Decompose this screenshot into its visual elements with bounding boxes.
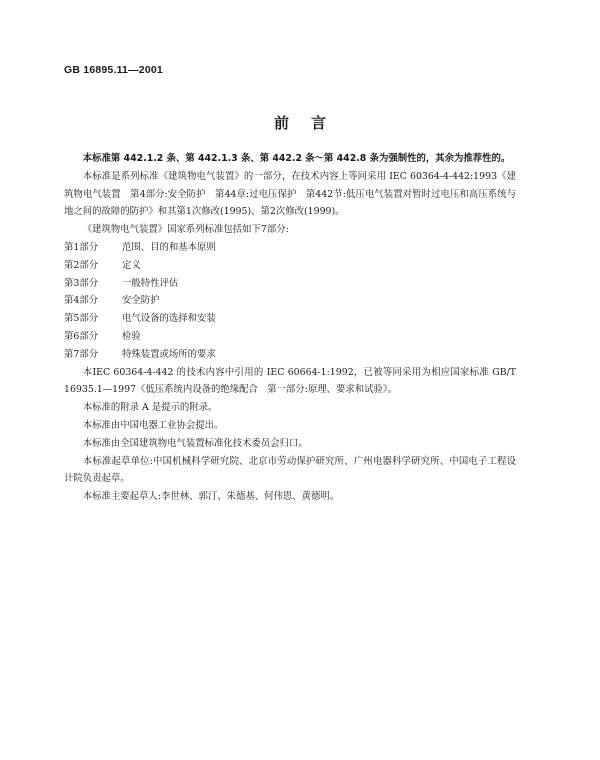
paragraph-proposer: 本标准由中国电器工业协会提出。	[82, 419, 224, 431]
part-name: 电气设备的选择和安装	[122, 313, 216, 325]
part-number: 第4部分	[64, 295, 99, 307]
part-name: 特殊装置或场所的要求	[122, 348, 216, 360]
paragraph-drafting-units: 本标准起草单位:中国机械科学研究院、北京市劳动保护研究所、广州电器科学研究所、中国电子工程设计院负责起草。	[64, 455, 516, 485]
part-number: 第3部分	[64, 277, 99, 289]
list-item	[64, 257, 516, 275]
list-item	[64, 239, 516, 257]
parts-list	[64, 239, 516, 364]
paragraph-annex: 本标准的附录 A 是提示的附录。	[82, 402, 218, 414]
paragraph-normative-references: 本IEC 60364-4-442 的技术内容中引用的 IEC 60664-1:1992，已被等同采用为相应国家标准 GB/T 16935.1—1997《低压系统内设备的绝缘配合 第一部分:原理、要求和试验》。	[64, 366, 516, 396]
paragraph-series-intro: 《建筑物电气装置》国家系列标准包括如下7部分:	[82, 224, 289, 236]
page-title: 前言	[273, 114, 348, 132]
part-name: 检验	[122, 330, 141, 342]
document-body	[64, 150, 516, 506]
paragraph-scope: 本标准是系列标准《建筑物电气装置》的一部分，在技术内容上等同采用 IEC 60364-4-442:1993《建筑物电气装置 第4部分:安全防护 第44章:过电压保护 第442节:低压电气装置对暂时过电压和高压系统与地之间的故障的防护》和其第1次修改(1995)、第2次修改(1999)。	[64, 170, 516, 218]
list-item	[64, 346, 516, 364]
paragraph-drafters: 本标准主要起草人:李世林、郭汀、朱德基、何伟恩、黄德明。	[82, 491, 340, 503]
list-item	[64, 310, 516, 328]
part-number: 第5部分	[64, 313, 99, 325]
part-number: 第1部分	[64, 241, 99, 253]
part-number: 第2部分	[64, 259, 99, 271]
part-name: 定义	[122, 259, 141, 271]
standard-code: GB 16895.11—2001	[64, 64, 163, 76]
list-item	[64, 328, 516, 346]
part-name: 范围、目的和基本原则	[122, 241, 216, 253]
part-name: 一般特性评估	[122, 277, 179, 289]
part-name: 安全防护	[122, 295, 160, 307]
paragraph-mandatory-clauses: 本标准第 442.1.2 条、第 442.1.3 条、第 442.2 条～第 442.8 条为强制性的，其余为推荐性的。	[82, 153, 511, 164]
list-item	[64, 292, 516, 310]
part-number: 第7部分	[64, 348, 99, 360]
part-number: 第6部分	[64, 330, 99, 342]
paragraph-technical-committee: 本标准由全国建筑物电气装置标准化技术委员会归口。	[82, 437, 308, 449]
list-item	[64, 275, 516, 293]
